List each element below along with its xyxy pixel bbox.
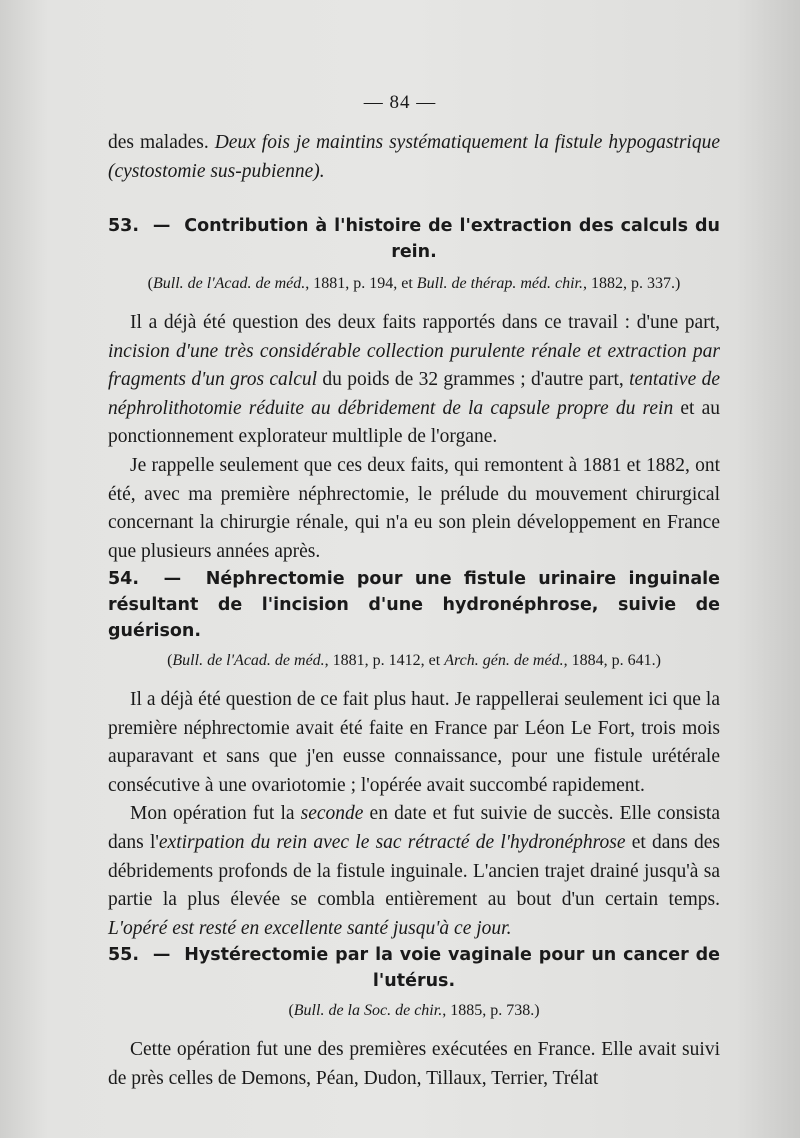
para-text: du poids de 32 grammes ; d'autre part, xyxy=(317,369,630,391)
section-paragraph: Cette opération fut une des premières exécutées en France. Elle avait suivi de près celles de Demons, Péan, Dudon, Tillaux, Terrier, Trélat xyxy=(108,1039,720,1089)
para-text: Il a déjà été question des deux faits rapportés dans ce travail : d'une part, xyxy=(130,312,720,333)
ref-journal-2: Arch. gén. de méd. xyxy=(444,652,564,669)
ref-text-2: , 1884, p. 641.) xyxy=(563,652,661,669)
ref-text-2: , 1882, p. 337.) xyxy=(583,275,681,292)
intro-paragraph xyxy=(108,129,720,186)
section-55 xyxy=(108,942,720,1093)
page-number: — 84 — xyxy=(363,92,437,113)
section-paragraph: Je rappelle seulement que ces deux faits, qui remontent à 1881 et 1882, ont été, avec ma première néphrectomie, le prélude du mouvement chirurgical concernant la chirurgie rénale, qui n'a eu son plein développement en France que plusieurs années après. xyxy=(108,454,720,562)
ref-open: ( xyxy=(167,652,173,669)
section-reference xyxy=(108,1000,720,1022)
section-title: Contribution à l'histoire de l'extraction des calculs du rein. xyxy=(184,216,721,262)
para-italic: incision d'une très considérable collection purulente rénale et extraction par fragments d'un gros calcul xyxy=(108,340,720,391)
section-number: 54. xyxy=(108,569,140,589)
ref-text-1: , 1881, p. 194, et xyxy=(305,275,417,292)
section-paragraph xyxy=(108,800,720,943)
section-title: Néphrectomie pour une fistule urinaire inguinale résultant de l'incision d'une hydronéphrose, suivie de guérison. xyxy=(108,569,721,641)
ref-journal-1: Bull. de l'Acad. de méd. xyxy=(172,652,325,669)
section-heading xyxy=(108,942,720,994)
intro-text: des malades. xyxy=(108,132,215,153)
para-text: et au ponctionnement explorateur multliple de l'organe. xyxy=(108,397,720,448)
section-paragraph xyxy=(108,309,720,452)
para-italic: seconde xyxy=(300,803,364,825)
para-italic: tentative de néphrolithotomie réduite au débridement de la capsule propre du rein xyxy=(108,369,720,419)
para-text: et dans des débridements profonds de la fistule inguinale. L'ancien trajet drainé jusqu'à sa partie la plus élevée se combla entièrement au bout d'un certain temps. xyxy=(108,831,721,911)
heading-dash: — xyxy=(152,945,171,965)
ref-text-1: , 1885, p. 738.) xyxy=(442,1002,540,1019)
ref-text-1: , 1881, p. 1412, et xyxy=(324,652,445,669)
section-53 xyxy=(108,213,720,566)
section-number: 55. xyxy=(108,945,140,965)
ref-journal-1: Bull. de la Soc. de chir. xyxy=(293,1002,443,1019)
section-heading xyxy=(108,213,720,265)
heading-dash: — xyxy=(163,569,182,589)
section-54 xyxy=(108,566,720,943)
section-paragraph: Il a déjà été question de ce fait plus haut. Je rappellerai seulement ici que la première néphrectomie avait été faite en France par Léon Le Fort, trois mois auparavant et sans que j'en eusse connaissance, pour une fistule urétérale consécutive à une ovariotomie ; l'opérée avait succombé rapidement. xyxy=(108,689,720,796)
section-number: 53. xyxy=(108,216,140,236)
para-text: en date et fut suivie de succès. Elle consista dans l' xyxy=(108,803,720,853)
intro-italic-text: Deux fois je maintins systématiquement la fistule hypogastrique (cystostomie sus-pubienne). xyxy=(108,132,720,182)
section-heading xyxy=(108,566,720,644)
heading-dash: — xyxy=(152,216,171,236)
section-title: Hystérectomie par la voie vaginale pour un cancer de l'utérus. xyxy=(184,945,721,991)
para-text: Mon opération fut la xyxy=(130,803,301,825)
para-italic: extirpation du rein avec le sac rétracté de l'hydronéphrose xyxy=(158,831,626,853)
ref-journal-2: Bull. de thérap. méd. chir. xyxy=(416,275,583,292)
para-italic: L'opéré est resté en excellente santé jusqu'à ce jour. xyxy=(108,917,512,939)
ref-open: ( xyxy=(147,275,153,292)
ref-journal-1: Bull. de l'Acad. de méd. xyxy=(152,275,306,292)
ref-open: ( xyxy=(288,1002,294,1019)
section-reference xyxy=(108,273,720,295)
section-reference xyxy=(108,650,720,672)
